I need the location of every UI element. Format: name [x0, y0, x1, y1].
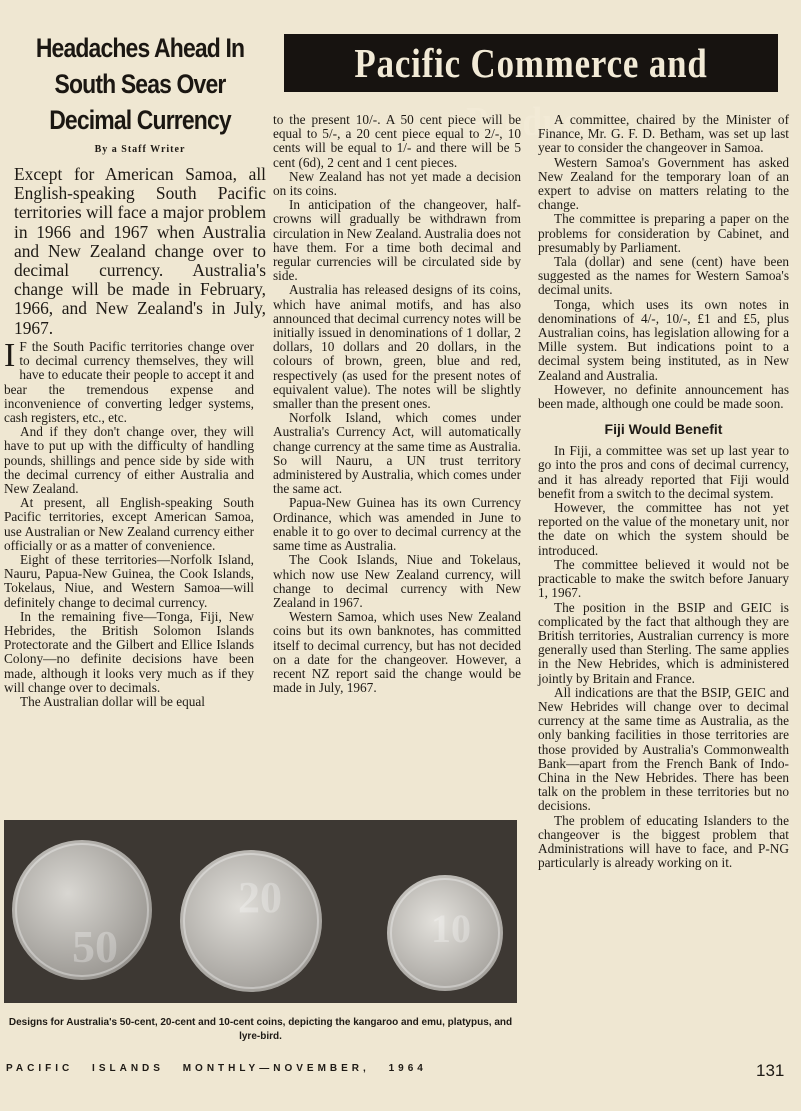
column-2-paragraph: In anticipation of the changeover, half-crowns will gradually be withdrawn from circulation in New Zealand. Australia does not have them. For a time both decimal and regular currencies will be circulated side by side.	[273, 197, 521, 284]
drop-cap: I	[4, 337, 16, 374]
coin-50-cent-image	[12, 840, 152, 980]
column-3-paragraph: Tonga, which uses its own notes in denominations of 4/-, 10/-, £1 and £5, plus Australian coins, has legislation allowing for a Mille system. But indications point to a decimal system being instituted, as in New Zealand and Australia.	[538, 296, 789, 383]
coin-20-label: 20	[238, 873, 282, 922]
column-3-paragraph: The committee believed it would not be practicable to make the switch before January 1, 1967.	[538, 556, 789, 601]
coin-50-label: 50	[72, 921, 118, 972]
byline: By a Staff Writer	[94, 144, 186, 155]
column-2-paragraph: New Zealand has not yet made a decision on its coins.	[273, 168, 521, 199]
column-2-paragraph: Norfolk Island, which comes under Australia's Currency Act, will automatically change currency at the same time as Australia. So will Nauru, a UN trust territory administered by Australia, which comes under the same act.	[273, 410, 521, 497]
column-2-paragraph: to the present 10/-. A 50 cent piece will be equal to 5/-, a 20 cent piece equal to 2/-, 10 cents will be equal to 1/- and there will be 5 cent (6d), 2 cent and 1 cent pieces.	[273, 112, 521, 170]
footer-publication: PACIFIC ISLANDS MONTHLY—NOVEMBER, 1964	[6, 1063, 427, 1074]
lead-paragraph: Except for American Samoa, all English-speaking South Pacific territories will face a major problem in 1966 and 1967 when Australia and New Zealand change over to decimal currency. Australia's change will be made in February, 1966, and New Zealand's in July, 1967.	[14, 164, 266, 338]
coins-photo	[4, 820, 517, 1003]
column-1-paragraph: And if they don't change over, they will have to put up with the difficulty of handling pounds, shillings and pence side by side with the decimal currency of either Australia and New Zealand.	[4, 424, 254, 497]
column-1-paragraph: Eight of these territories—Norfolk Island, Nauru, Papua-New Guinea, the Cook Islands, Tokelaus, Niue, and Western Samoa—will definitely change to decimal currency.	[4, 552, 254, 610]
column-3-paragraph: A committee, chaired by the Minister of Finance, Mr. G. F. D. Betham, was set up last year to consider the changeover in Samoa.	[538, 112, 789, 156]
column-3-paragraph: In Fiji, a committee was set up last year to go into the pros and cons of decimal currency, and it has already reported that Fiji would benefit from a switch to the decimal system.	[538, 443, 789, 501]
column-3-paragraph: However, no definite announcement has been made, although one could be made soon.	[538, 381, 789, 412]
column-1	[4, 337, 254, 710]
subheading: Fiji Would Benefit	[604, 421, 723, 438]
column-3-paragraph: Western Samoa's Government has asked New Zealand for the temporary loan of an expert to advise on matters relating to the change.	[538, 154, 789, 213]
coin-10-label: 10	[431, 906, 471, 951]
column-2	[273, 113, 521, 695]
column-3-paragraph: The position in the BSIP and GEIC is complicated by the fact that although they are British territories, Australian currency is more generally used than Sterling. The same applies in the New Hebrides, which is administered jointly by Britain and France.	[538, 599, 789, 686]
column-3	[538, 113, 789, 870]
coin-20-cent-image	[180, 850, 322, 992]
column-1-paragraph: In the remaining five—Tonga, Fiji, New Hebrides, the British Solomon Islands Protectorate and the Gilbert and Ellice Islands Colony—no definite decisions have been made, although it looks very much as if they will change over to decimals.	[4, 608, 254, 695]
column-2-paragraph: Western Samoa, which uses New Zealand coins but its own banknotes, has committed itself to decimal currency, but has not decided on a date for the changeover. However, a recent NZ report said the change would be made in July, 1967.	[273, 609, 521, 696]
column-3-paragraph: The problem of educating Islanders to the changeover is the biggest problem that Administrations will have to face, and P-NG particularly is already working on it.	[538, 812, 789, 871]
column-3-paragraph: However, the committee has not yet reported on the value of the monetary unit, nor the date on which the system should be introduced.	[538, 500, 789, 558]
column-3-paragraph: The committee is preparing a paper on the problems for consideration by Cabinet, and presumably by Parliament.	[538, 211, 789, 255]
photo-caption: Designs for Australia's 50-cent, 20-cent and 10-cent coins, depicting the kangaroo and emu, platypus, and lyre-bird.	[8, 1017, 513, 1042]
column-1-paragraph: The Australian dollar will be equal	[20, 694, 205, 710]
column-3-paragraph: All indications are that the BSIP, GEIC and New Hebrides will change over to decimal currency at the same time as Australia, as the only banking facilities in those territories are those provided by Australia's Commonwealth Bank—apart from the French Bank of Indo-China in the New Hebrides. There has been talk on the problem in these territories but no decisions.	[538, 684, 789, 814]
column-2-paragraph: The Cook Islands, Niue and Tokelaus, which now use New Zealand currency, will change to decimal currency with New Zealand in 1967.	[273, 552, 521, 610]
section-banner-text: Pacific Commerce and Produce	[354, 40, 708, 144]
column-2-paragraph: Australia has released designs of its coins, which have animal motifs, and has also announced that decimal currency notes will be initially issued in denominations of 1 dollar, 2 dollars, 10 dollars and 20 dollars, in the colours of brown, green, blue and red, respectively (as used for the present notes of equivalent value). The notes will be slightly smaller than the present ones.	[273, 282, 521, 412]
article-headline: Headaches Ahead In South Seas Over Decimal Currency	[35, 33, 245, 135]
page-number: 131	[756, 1061, 785, 1080]
column-2-paragraph: Papua-New Guinea has its own Currency Ordinance, which was amended in June to enable it to go over to decimal currency at the same time as Australia.	[273, 495, 521, 554]
column-1-paragraph: At present, all English-speaking South Pacific territories, except American Samoa, use Australian or New Zealand currency either officially or as a matter of convenience.	[4, 495, 254, 553]
column-1-paragraph-1: I F the South Pacific territories change over to decimal currency themselves, they will have to educate their people to accept it and bear the tremendous expense and inconvenience of converting ledger systems, cash registers, etc., etc.	[4, 337, 254, 426]
coin-10-cent-image	[387, 875, 503, 991]
column-3-paragraph: Tala (dollar) and sene (cent) have been suggested as the names for Western Samoa's decimal units.	[538, 254, 789, 298]
